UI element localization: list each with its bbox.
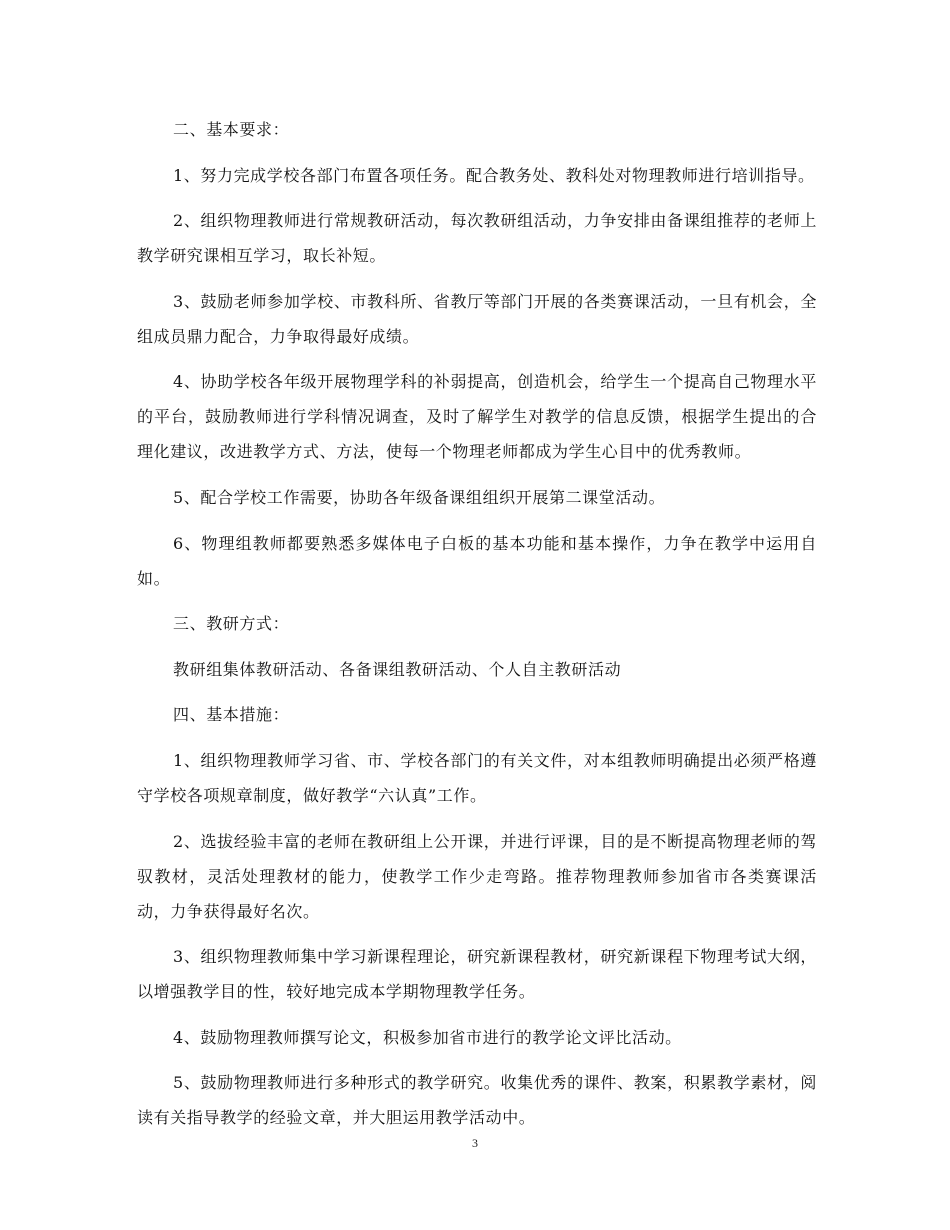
paragraph: 4、协助学校各年级开展物理学科的补弱提高，创造机会，给学生一个提高自己物理水平的平台，鼓励教师进行学科情况调查，及时了解学生对教学的信息反馈，根据学生提出的合理化建议，改进教学方式、方法，使每一个物理老师都成为学生心目中的优秀教师。 [137, 372, 817, 462]
paragraph: 2、组织物理教师进行常规教研活动，每次教研组活动，力争安排由备课组推荐的老师上教学研究课相互学习，取长补短。 [137, 211, 817, 266]
section-heading-methods: 三、教研方式： [173, 614, 290, 634]
paragraph: 2、选拔经验丰富的老师在教研组上公开课，并进行评课，目的是不断提高物理老师的驾驭教材，灵活处理教材的能力，使教学工作少走弯路。推荐物理教师参加省市各类赛课活动，力争获得最好名次。 [137, 831, 817, 921]
paragraph: 1、努力完成学校各部门布置各项任务。配合教务处、教科处对物理教师进行培训指导。 [173, 165, 815, 185]
paragraph: 教研组集体教研活动、各备课组教研活动、个人自主教研活动 [173, 659, 622, 679]
section-heading-requirements: 二、基本要求： [173, 120, 290, 139]
paragraph: 3、组织物理教师集中学习新课程理论，研究新课程教材，研究新课程下物理考试大纲，以增强教学目的性，较好地完成本学期物理教学任务。 [137, 947, 817, 1002]
section-heading-measures: 四、基本措施： [173, 705, 290, 725]
paragraph: 1、组织物理教师学习省、市、学校各部门的有关文件，对本组教师明确提出必须严格遵守学校各项规章制度，做好教学“六认真”工作。 [137, 750, 817, 805]
paragraph: 5、配合学校工作需要，协助各年级备课组组织开展第二课堂活动。 [173, 487, 666, 507]
paragraph: 3、鼓励老师参加学校、市教科所、省教厅等部门开展的各类赛课活动，一旦有机会，全组成员鼎力配合，力争取得最好成绩。 [137, 291, 817, 346]
paragraph: 4、鼓励物理教师撰写论文，积极参加省市进行的教学论文评比活动。 [173, 1027, 682, 1047]
document-body [137, 112, 817, 1146]
paragraph: 6、物理组教师都要熟悉多媒体电子白板的基本功能和基本操作，力争在教学中运用自如。 [137, 533, 817, 588]
page-number: 3 [472, 1136, 478, 1150]
paragraph: 5、鼓励物理教师进行多种形式的教学研究。收集优秀的课件、教案，积累教学素材，阅读有关指导教学的经验文章，并大胆运用教学活动中。 [137, 1073, 817, 1128]
